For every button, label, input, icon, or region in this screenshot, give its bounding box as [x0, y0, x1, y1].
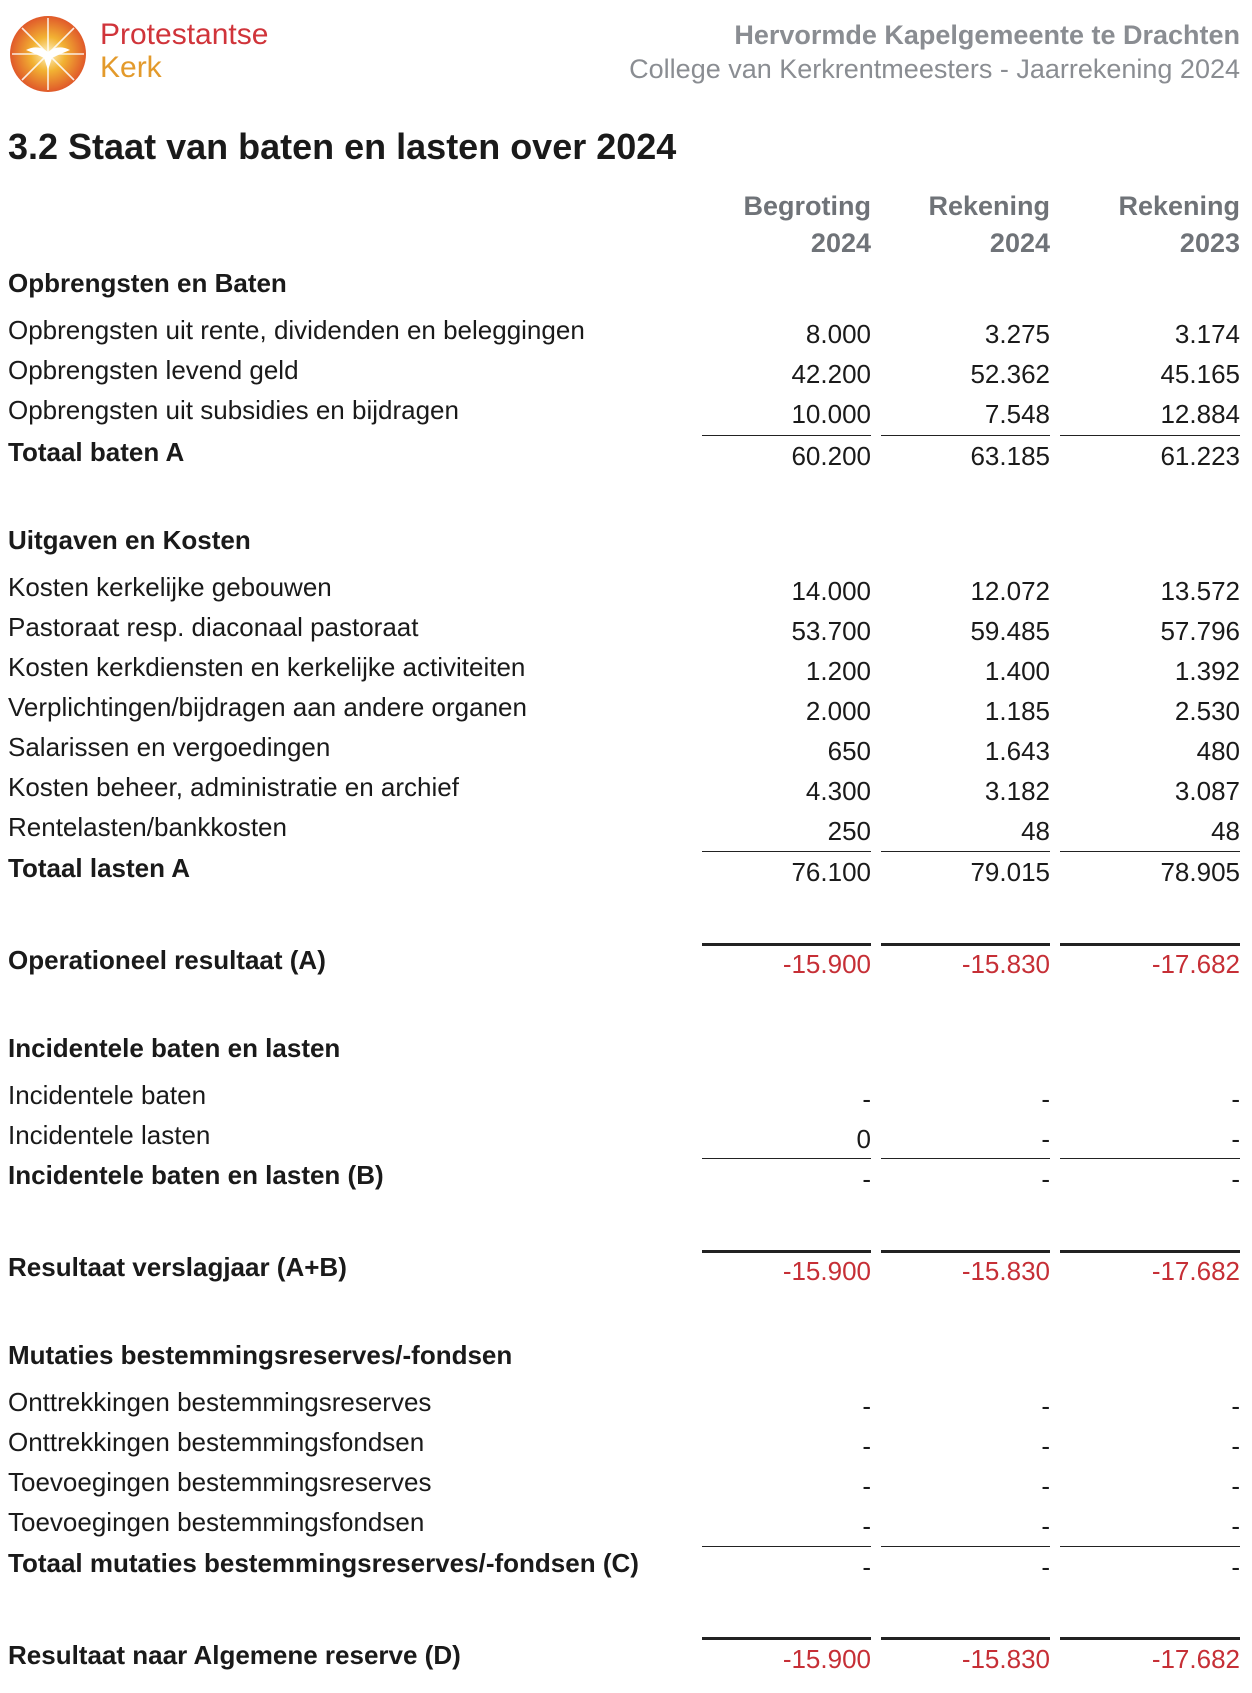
protestantse-kerk-logo-icon [8, 14, 88, 94]
subtotal-rule [702, 1158, 871, 1159]
column-header-begroting-2024: Begroting 2024 [743, 191, 871, 258]
logo-wordmark [100, 18, 268, 84]
document-subtitle: College van Kerkrentmeesters - Jaarrekening 2024 [629, 54, 1240, 84]
table-row: Opbrengsten levend geld 42.200 52.362 45.165 [8, 355, 1240, 389]
table-row: Kosten kerkelijke gebouwen 14.000 12.072 13.572 [8, 572, 1240, 606]
logo-line-2: Kerk [100, 51, 162, 84]
table-row: Incidentele lasten 0 - - [8, 1120, 1240, 1154]
table-row: Onttrekkingen bestemmingsfondsen - - - [8, 1427, 1240, 1461]
subtotal-rule [1060, 1546, 1240, 1547]
page-title: 3.2 Staat van baten en lasten over 2024 [8, 126, 677, 167]
subtotal-rule [702, 435, 871, 436]
result-row: Resultaat verslagjaar (A+B) -15.900 -15.830 -17.682 [8, 1252, 1240, 1286]
total-row: Totaal baten A 60.200 63.185 61.223 [8, 437, 1240, 471]
subtotal-rule [1060, 435, 1240, 436]
table-row: Opbrengsten uit rente, dividenden en beleggingen 8.000 3.275 3.174 [8, 315, 1240, 349]
result-row: Operationeel resultaat (A) -15.900 -15.830 -17.682 [8, 945, 1240, 979]
subtotal-rule [1060, 1158, 1240, 1159]
table-row: Kosten kerkdiensten en kerkelijke activiteiten 1.200 1.400 1.392 [8, 652, 1240, 686]
total-row: Totaal mutaties bestemmingsreserves/-fondsen (C) - - - [8, 1548, 1240, 1582]
logo-line-1: Protestantse [100, 18, 269, 51]
result-row: Resultaat naar Algemene reserve (D) -15.900 -15.830 -17.682 [8, 1640, 1240, 1674]
table-row: Opbrengsten uit subsidies en bijdragen 10.000 7.548 12.884 [8, 395, 1240, 429]
total-row: Totaal lasten A 76.100 79.015 78.905 [8, 853, 1240, 887]
table-row: Toevoegingen bestemmingsreserves - - - [8, 1467, 1240, 1501]
section-heading: Opbrengsten en Baten [8, 268, 287, 298]
table-row: Kosten beheer, administratie en archief 4.300 3.182 3.087 [8, 772, 1240, 806]
section-heading: Incidentele baten en lasten [8, 1033, 341, 1063]
subtotal-rule [881, 851, 1050, 852]
document-header [629, 18, 1240, 86]
table-row: Salarissen en vergoedingen 650 1.643 480 [8, 732, 1240, 766]
subtotal-rule [881, 1546, 1050, 1547]
section-heading: Uitgaven en Kosten [8, 525, 251, 555]
table-row: Pastoraat resp. diaconaal pastoraat 53.700 59.485 57.796 [8, 612, 1240, 646]
subtotal-rule [881, 435, 1050, 436]
organization-name: Hervormde Kapelgemeente te Drachten [734, 20, 1240, 50]
total-row: Incidentele baten en lasten (B) - - - [8, 1160, 1240, 1194]
table-row: Rentelasten/bankkosten 250 48 48 [8, 812, 1240, 846]
column-header-rekening-2023: Rekening 2023 [1118, 191, 1240, 258]
table-row: Toevoegingen bestemmingsfondsen - - - [8, 1507, 1240, 1541]
table-row: Incidentele baten - - - [8, 1080, 1240, 1114]
table-row: Verplichtingen/bijdragen aan andere organen 2.000 1.185 2.530 [8, 692, 1240, 726]
table-row: Onttrekkingen bestemmingsreserves - - - [8, 1387, 1240, 1421]
column-header-rekening-2024: Rekening 2024 [928, 191, 1050, 258]
section-heading: Mutaties bestemmingsreserves/-fondsen [8, 1340, 513, 1370]
subtotal-rule [702, 1546, 871, 1547]
subtotal-rule [702, 851, 871, 852]
subtotal-rule [1060, 851, 1240, 852]
subtotal-rule [881, 1158, 1050, 1159]
